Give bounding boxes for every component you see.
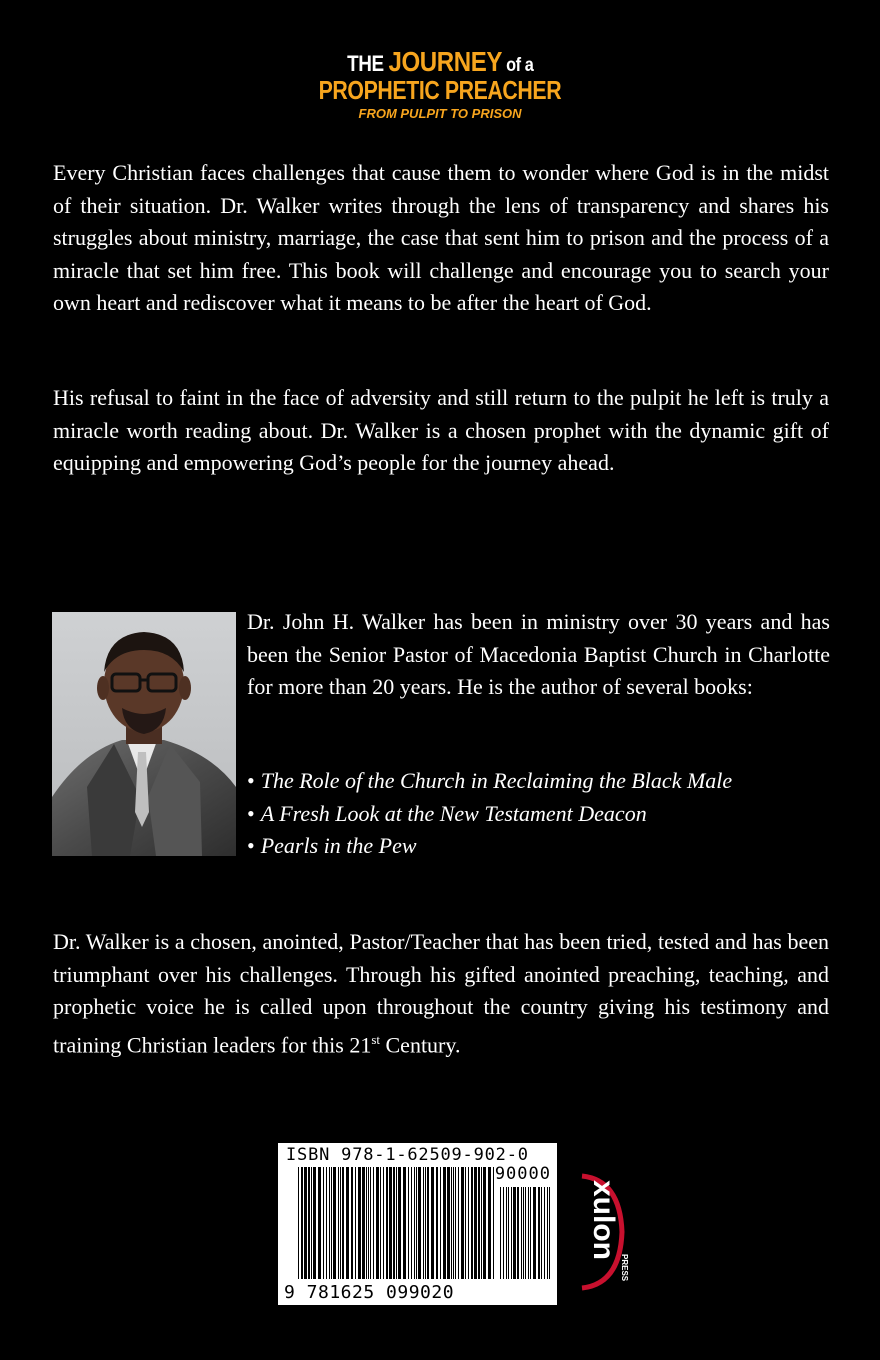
barcode-bar <box>313 1167 316 1279</box>
barcode-bar <box>447 1167 450 1279</box>
barcode-bar <box>508 1187 509 1279</box>
barcode-bar <box>517 1187 519 1279</box>
description-paragraph-3: Dr. Walker is a chosen, anointed, Pastor/Teacher that has been tried, tested and has been triumphant over his challenges. Through his gifted anointed preaching, teaching, and prophetic voice he is called upon throughout the country giving his testimony and training Christian leaders for this 21st Century. <box>53 929 829 1057</box>
isbn-barcode <box>278 1143 557 1305</box>
barcode-bar <box>455 1167 456 1279</box>
barcode-bar <box>355 1167 356 1279</box>
title-line-2: PROPHETIC PREACHER <box>318 75 562 105</box>
barcode-bar <box>389 1167 392 1279</box>
barcode-bar <box>523 1187 524 1279</box>
barcode-bar <box>511 1187 512 1279</box>
barcode-bar <box>549 1187 550 1279</box>
barcode-bar <box>423 1167 424 1279</box>
barcode-bars <box>298 1167 498 1279</box>
barcode-bar <box>376 1167 379 1279</box>
barcode-bar <box>493 1167 494 1279</box>
description-paragraph-1: Every Christian faces challenges that cause them to wonder where God is in the midst of their situation. Dr. Walker writes through the lens of transparency and shares his struggles about ministry, marriage, the case that sent him to prison and the process of a miracle that set him free. This book will challenge and encourage you to search your own heart and rediscover what it means to be after the heart of God. <box>53 160 829 315</box>
barcode-bar <box>533 1187 536 1279</box>
barcode-bar <box>370 1167 371 1279</box>
barcode-bar <box>366 1167 367 1279</box>
barcode-bar <box>358 1167 361 1279</box>
barcode-bar <box>362 1167 365 1279</box>
barcode-bar <box>411 1167 412 1279</box>
barcode-bar <box>408 1167 409 1279</box>
barcode-bar <box>461 1167 464 1279</box>
barcode-bar <box>301 1167 303 1279</box>
title-line-1: THE JOURNEY of a <box>346 46 534 77</box>
book-title-block <box>0 48 880 120</box>
barcode-bar <box>346 1167 349 1279</box>
barcode-bar <box>331 1167 332 1279</box>
barcode-bar <box>525 1187 526 1279</box>
author-photo <box>52 612 236 856</box>
barcode-bar <box>304 1167 307 1279</box>
ean-digits: 9 781625 099020 <box>284 1282 455 1303</box>
publisher-press: PRESS <box>620 1254 629 1282</box>
barcode-bar <box>308 1167 310 1279</box>
barcode-bar <box>418 1167 421 1279</box>
barcode-bar <box>458 1167 459 1279</box>
barcode-bar <box>338 1167 339 1279</box>
barcode-bar <box>528 1187 529 1279</box>
barcode-bar <box>380 1167 381 1279</box>
barcode-bar <box>538 1187 540 1279</box>
barcode-bar <box>329 1167 330 1279</box>
barcode-bar <box>530 1187 531 1279</box>
barcode-bar <box>471 1167 473 1279</box>
barcode-bar <box>440 1167 441 1279</box>
barcode-bar <box>425 1167 426 1279</box>
barcode-bar <box>427 1167 429 1279</box>
book-list <box>247 765 732 863</box>
author-bio: Dr. John H. Walker has been in ministry over 30 years and has been the Senior Pastor of Macedonia Baptist Church in Charlotte for more than 20 years. He is the author of several books: <box>247 609 830 699</box>
barcode-bar <box>311 1167 312 1279</box>
barcode-bar <box>318 1167 321 1279</box>
barcode-bar <box>326 1167 327 1279</box>
barcode-bar <box>323 1167 324 1279</box>
barcode-bar <box>478 1167 480 1279</box>
barcode-bar <box>383 1167 384 1279</box>
barcode-bar <box>436 1167 438 1279</box>
barcode-bar <box>431 1167 434 1279</box>
barcode-bar <box>342 1167 344 1279</box>
barcode-bar <box>481 1167 482 1279</box>
barcode-bar <box>396 1167 397 1279</box>
description-paragraph-2: His refusal to faint in the face of adversity and still return to the pulpit he left is truly a miracle worth reading about. Dr. Walker is a chosen prophet with the dynamic gift of equipping and empowering God’s people for the journey ahead. <box>53 385 829 475</box>
price-code: 90000 <box>494 1164 551 1184</box>
barcode-bar <box>416 1167 417 1279</box>
barcode-bar <box>403 1167 406 1279</box>
price-barcode-bars <box>500 1187 552 1279</box>
barcode-bar <box>544 1187 545 1279</box>
barcode-bar <box>453 1167 454 1279</box>
barcode-bar <box>386 1167 388 1279</box>
barcode-bar <box>500 1187 501 1279</box>
barcode-bar <box>398 1167 401 1279</box>
barcode-bar <box>468 1167 469 1279</box>
list-item: • A Fresh Look at the New Testament Deacon <box>247 800 647 826</box>
barcode-bar <box>503 1187 504 1279</box>
barcode-bar <box>465 1167 466 1279</box>
barcode-bar <box>340 1167 341 1279</box>
barcode-bar <box>414 1167 415 1279</box>
barcode-bar <box>333 1167 336 1279</box>
barcode-bar <box>547 1187 548 1279</box>
barcode-bar <box>483 1167 486 1279</box>
barcode-bar <box>373 1167 374 1279</box>
barcode-bar <box>513 1187 516 1279</box>
barcode-bar <box>368 1167 369 1279</box>
barcode-bar <box>443 1167 446 1279</box>
list-item: • The Role of the Church in Reclaiming the Black Male <box>247 768 733 793</box>
subtitle: FROM PULPIT TO PRISON <box>358 106 522 121</box>
barcode-bar <box>541 1187 542 1279</box>
publisher-name: xulon <box>587 1180 620 1260</box>
barcode-bar <box>451 1167 452 1279</box>
list-item: • Pearls in the Pew <box>247 833 417 858</box>
barcode-bar <box>521 1187 522 1279</box>
barcode-bar <box>488 1167 491 1279</box>
barcode-bar <box>474 1167 477 1279</box>
isbn-label: ISBN 978-1-62509-902-0 <box>286 1145 529 1165</box>
publisher-logo <box>572 1172 632 1292</box>
barcode-bar <box>506 1187 507 1279</box>
barcode-bar <box>298 1167 299 1279</box>
barcode-bar <box>351 1167 353 1279</box>
barcode-bar <box>393 1167 395 1279</box>
